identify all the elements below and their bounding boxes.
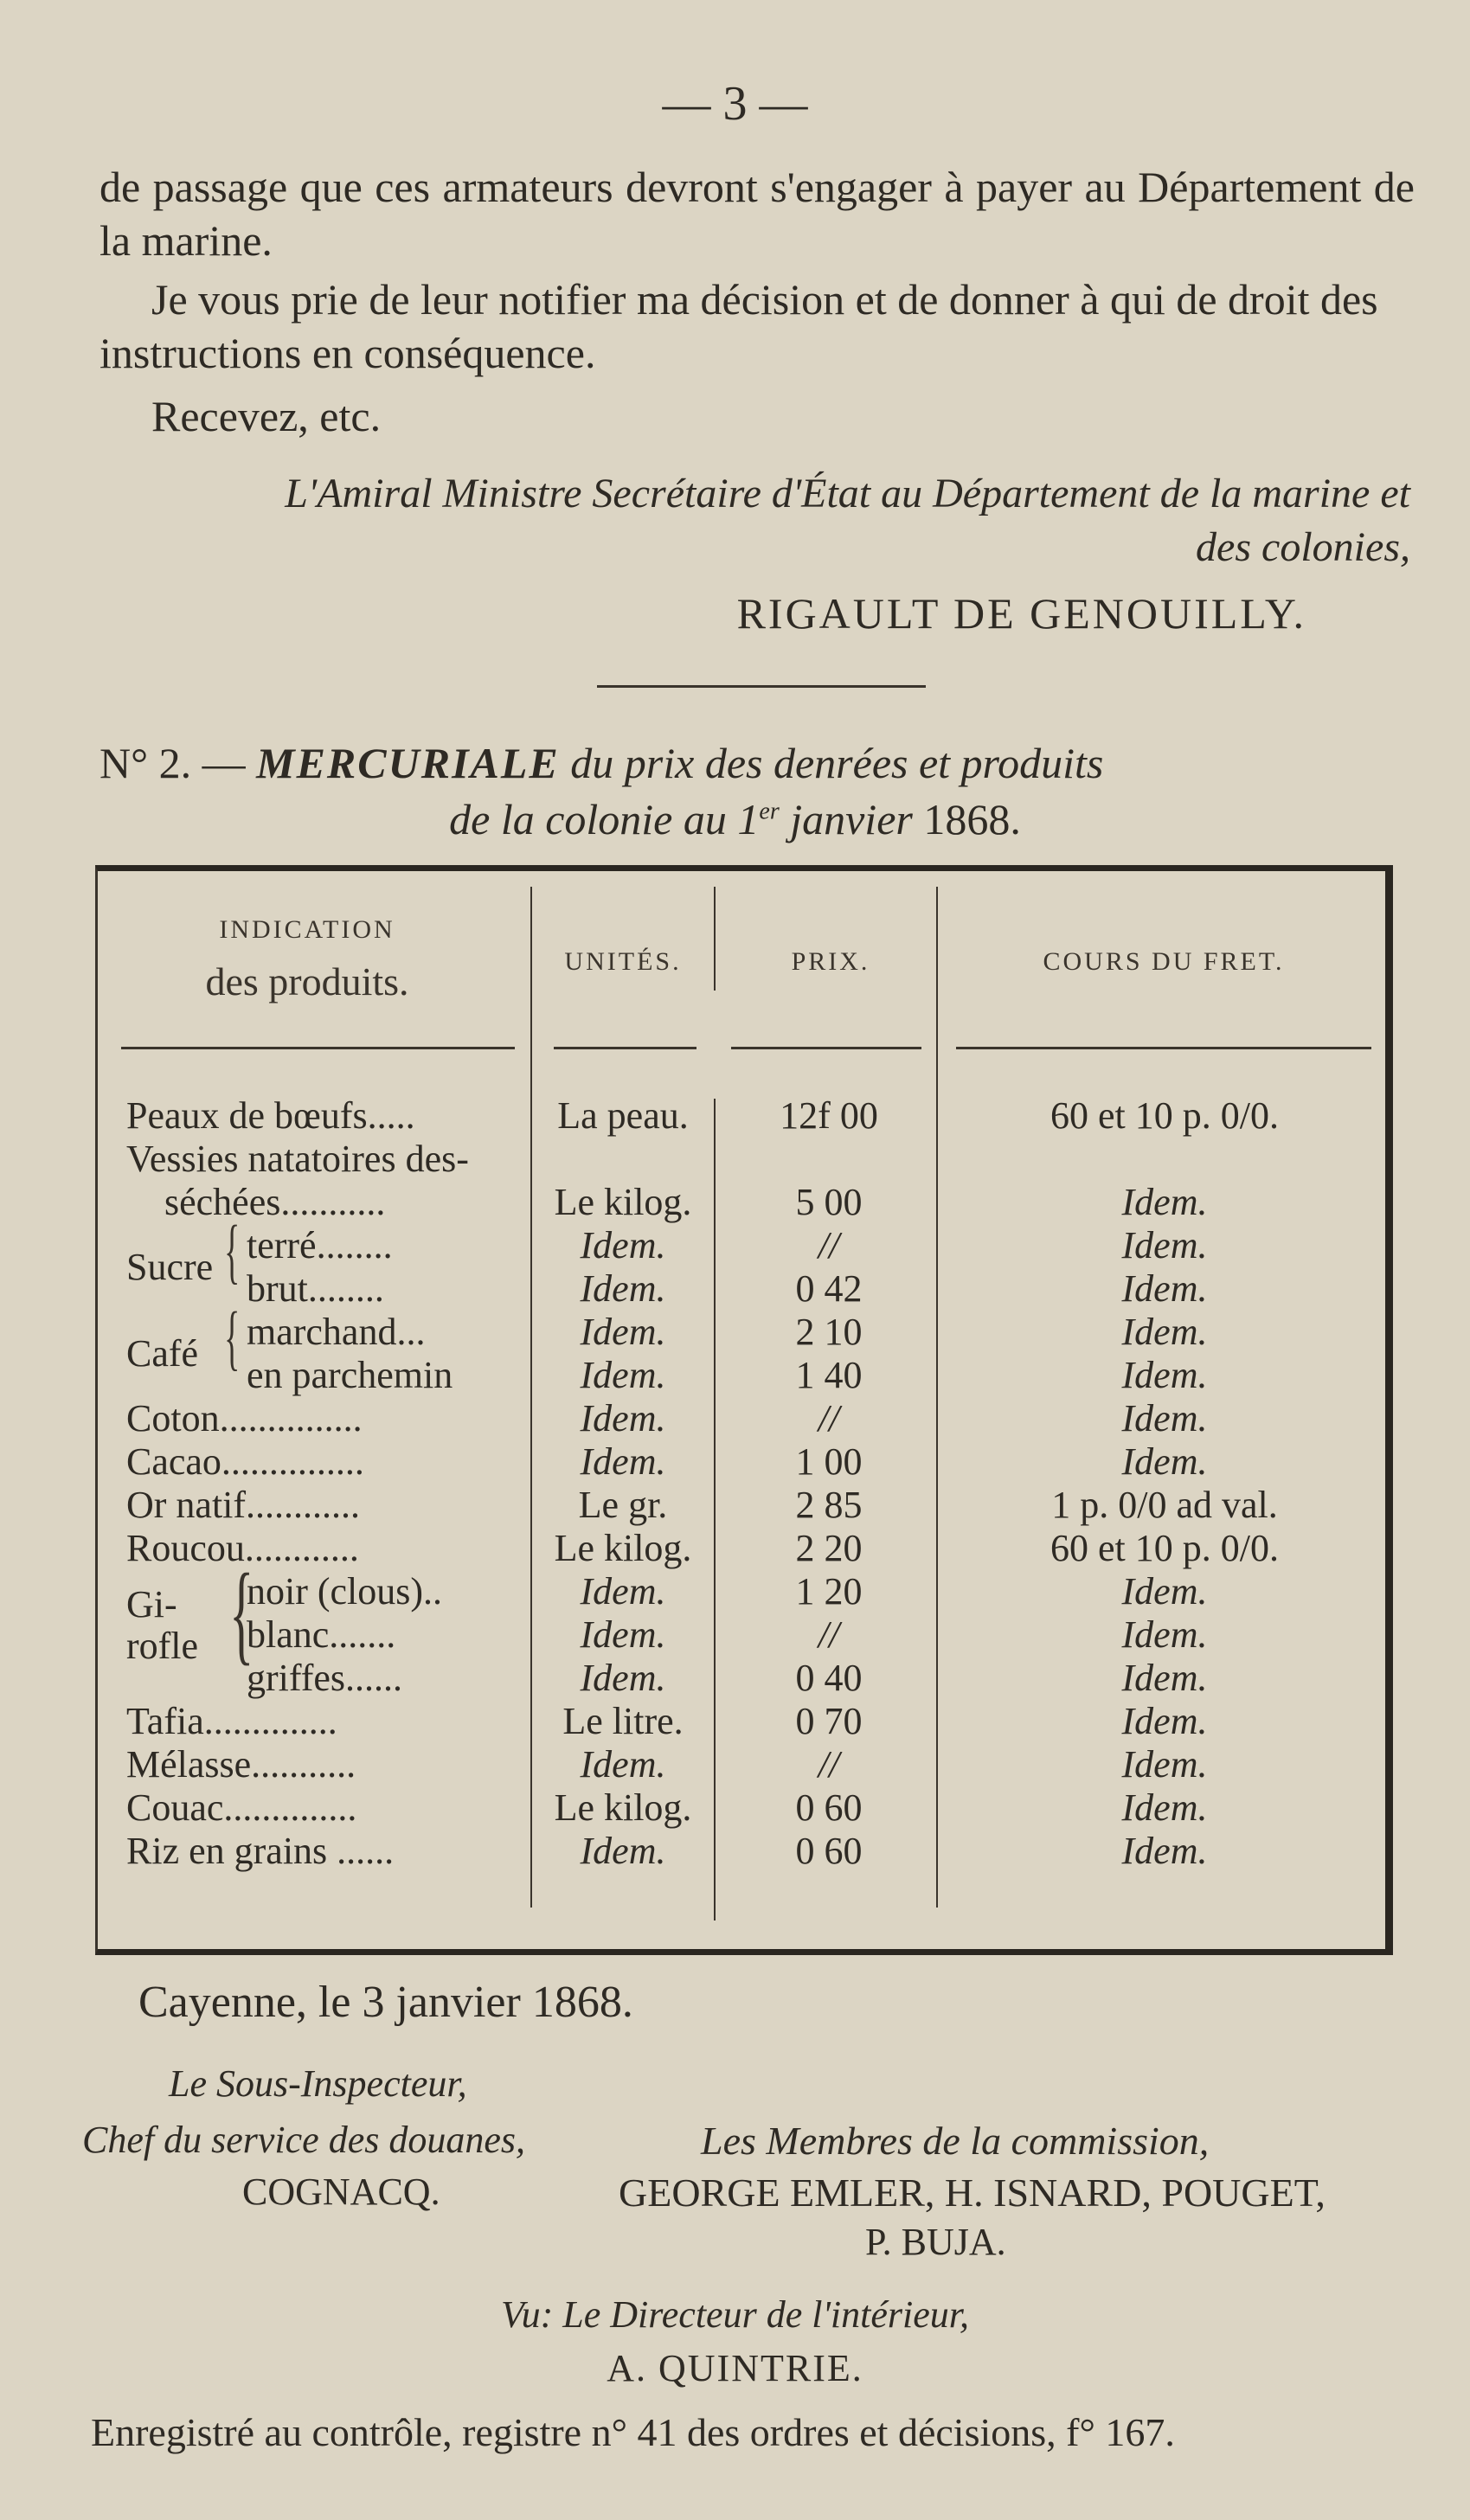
table-row-unit: Le kilog. [554, 1786, 692, 1829]
table-row-name: griffes...... [247, 1657, 403, 1699]
header-prix: PRIX. [791, 947, 870, 976]
table-row-unit: Idem. [580, 1440, 666, 1483]
table-row-prix: 2 85 [795, 1484, 863, 1526]
brace-icon: { [224, 1298, 241, 1378]
table-row-prix: 0 42 [795, 1267, 863, 1310]
table-row-unit: Idem. [580, 1267, 666, 1310]
table-row-fret: Idem. [1121, 1267, 1208, 1310]
table-row-prix: 0 40 [795, 1657, 863, 1699]
table-row-name: en parchemin [247, 1354, 453, 1396]
table-row-prix: 12f 00 [780, 1094, 878, 1137]
table-row-name: blanc....... [247, 1613, 396, 1656]
table-row-fret: Idem. [1121, 1613, 1208, 1656]
table-column-divider [714, 887, 716, 991]
place-date: Cayenne, le 3 janvier 1868. [138, 1978, 633, 2027]
table-row-name: Roucou............ [126, 1527, 359, 1569]
header-fret: COURS DU FRET. [1043, 947, 1285, 976]
table-row-unit: Idem. [580, 1224, 666, 1266]
table-row-unit: Le kilog. [554, 1181, 692, 1223]
table-row-unit: Idem. [580, 1613, 666, 1656]
mercuriale-table [95, 865, 1402, 1959]
table-row-name: séchées........... [164, 1181, 386, 1223]
table-row-name: Mélasse........... [126, 1743, 356, 1786]
table-row-fret: Idem. [1121, 1311, 1208, 1353]
table-row-unit: Idem. [580, 1830, 666, 1872]
table-row-fret: Idem. [1121, 1224, 1208, 1266]
table-row-unit: Idem. [580, 1397, 666, 1440]
table-row-fret: 60 et 10 p. 0/0. [1050, 1527, 1279, 1569]
table-row-fret: Idem. [1121, 1570, 1208, 1613]
group-label-cafe: Café [126, 1332, 199, 1375]
heading-sup: er [759, 798, 780, 825]
signatory-quintrie: A. QUINTRIE. [607, 2347, 863, 2389]
page-number: — 3 — [662, 77, 808, 131]
registration-note: Enregistré au contrôle, registre n° 41 des ordres et décisions, f° 167. [91, 2410, 1175, 2454]
table-row-prix: 1 00 [795, 1440, 863, 1483]
table-row-prix: 0 70 [795, 1700, 863, 1742]
commission-title: Les Membres de la commission, [701, 2119, 1210, 2163]
header-underline [731, 1047, 921, 1049]
table-row-name: Riz en grains ...... [126, 1830, 395, 1872]
table-row-name: Or natif............ [126, 1484, 361, 1526]
signatory-role: L'Amiral Ministre Secrétaire d'État au Département de la marine et des colonies, [285, 471, 1410, 570]
table-row-prix: 0 60 [795, 1830, 863, 1872]
table-row-unit: Idem. [580, 1354, 666, 1396]
table-row-unit: Le litre. [562, 1700, 684, 1742]
separator-rule [597, 685, 926, 688]
table-row-name: brut........ [247, 1267, 384, 1310]
signatory-cognacq: COGNACQ. [242, 2171, 440, 2213]
group-label-girofle: Gi- [126, 1583, 177, 1625]
vu-directeur: Vu: Le Directeur de l'intérieur, [501, 2293, 969, 2336]
heading-line2-b: janvier [790, 795, 913, 843]
heading-number: N° 2. — [99, 739, 246, 787]
heading-rest: du prix des denrées et produits [570, 739, 1104, 787]
header-underline [554, 1047, 696, 1049]
table-row-name: Cacao............... [126, 1440, 364, 1483]
table-row-name: Peaux de bœufs..... [126, 1094, 415, 1137]
paragraph-2: Je vous prie de leur notifier ma décision et de donner à qui de droit des instructions en conséquence. [99, 275, 1378, 377]
table-row-fret: Idem. [1121, 1786, 1208, 1829]
table-row-name: Coton............... [126, 1397, 363, 1440]
table-row-prix: 2 10 [795, 1311, 863, 1353]
table-row-name: Vessies natatoires des- [126, 1138, 469, 1180]
group-label-girofle-2: rofle [126, 1625, 199, 1667]
table-row-prix: // [818, 1613, 840, 1656]
header-unites: UNITÉS. [564, 947, 682, 976]
table-row-prix: 2 20 [795, 1527, 863, 1569]
table-row-fret: Idem. [1121, 1700, 1208, 1742]
table-row-prix: 0 60 [795, 1786, 863, 1829]
table-row-fret: Idem. [1121, 1397, 1208, 1440]
table-row-fret: Idem. [1121, 1743, 1208, 1786]
table-row-prix: 1 20 [795, 1570, 863, 1613]
table-row-name: marchand... [247, 1311, 426, 1353]
table-row-name: terré........ [247, 1224, 393, 1266]
paragraph-3: Recevez, etc. [151, 392, 382, 440]
sous-inspecteur-title: Le Sous-Inspecteur, [169, 2062, 467, 2105]
table-row-prix: 1 40 [795, 1354, 863, 1396]
table-row-fret: Idem. [1121, 1354, 1208, 1396]
chef-service-title: Chef du service des douanes, [82, 2119, 525, 2161]
table-row-fret: Idem. [1121, 1830, 1208, 1872]
table-row-fret: Idem. [1121, 1181, 1208, 1223]
table-row-fret: 60 et 10 p. 0/0. [1050, 1094, 1279, 1137]
table-row-unit: Idem. [580, 1657, 666, 1699]
header-underline [956, 1047, 1371, 1049]
table-row-prix: // [818, 1743, 840, 1786]
brace-icon: { [224, 1211, 241, 1292]
paragraph-1: de passage que ces armateurs devront s'engager à payer au Département de la marine. [99, 163, 1415, 265]
table-row-prix: // [818, 1397, 840, 1440]
table-row-unit: Idem. [580, 1570, 666, 1613]
header-underline [121, 1047, 515, 1049]
section-heading [99, 735, 1415, 791]
heading-title: MERCURIALE [256, 739, 560, 787]
signatory-name: RIGAULT DE GENOUILLY. [736, 589, 1306, 638]
brace-icon: { [229, 1551, 254, 1676]
heading-line2-a: de la colonie au 1 [449, 795, 760, 843]
table-row-unit: Idem. [580, 1743, 666, 1786]
table-row-unit: Le gr. [578, 1484, 668, 1526]
commission-members: GEORGE EMLER, H. ISNARD, POUGET, [619, 2171, 1326, 2215]
table-row-name: Tafia.............. [126, 1700, 337, 1742]
section-heading-line2 [0, 794, 1470, 844]
heading-year: 1868. [923, 795, 1021, 843]
table-column-divider [936, 887, 938, 1908]
table-row-prix: 5 00 [795, 1181, 863, 1223]
commission-member-buja: P. BUJA. [865, 2221, 1006, 2263]
header-indication-sub: des produits. [205, 959, 409, 1004]
header-indication: INDICATION [219, 915, 395, 944]
group-label-sucre: Sucre [126, 1246, 214, 1288]
table-row-unit: Le kilog. [554, 1527, 692, 1569]
table-row-unit: Idem. [580, 1311, 666, 1353]
table-row-prix: // [818, 1224, 840, 1266]
table-row-unit: La peau. [557, 1094, 689, 1137]
table-row-name: noir (clous).. [247, 1570, 443, 1613]
table-row-fret: Idem. [1121, 1440, 1208, 1483]
table-row-fret: Idem. [1121, 1657, 1208, 1699]
table-row-fret: 1 p. 0/0 ad val. [1051, 1484, 1278, 1526]
table-row-name: Couac.............. [126, 1786, 357, 1829]
